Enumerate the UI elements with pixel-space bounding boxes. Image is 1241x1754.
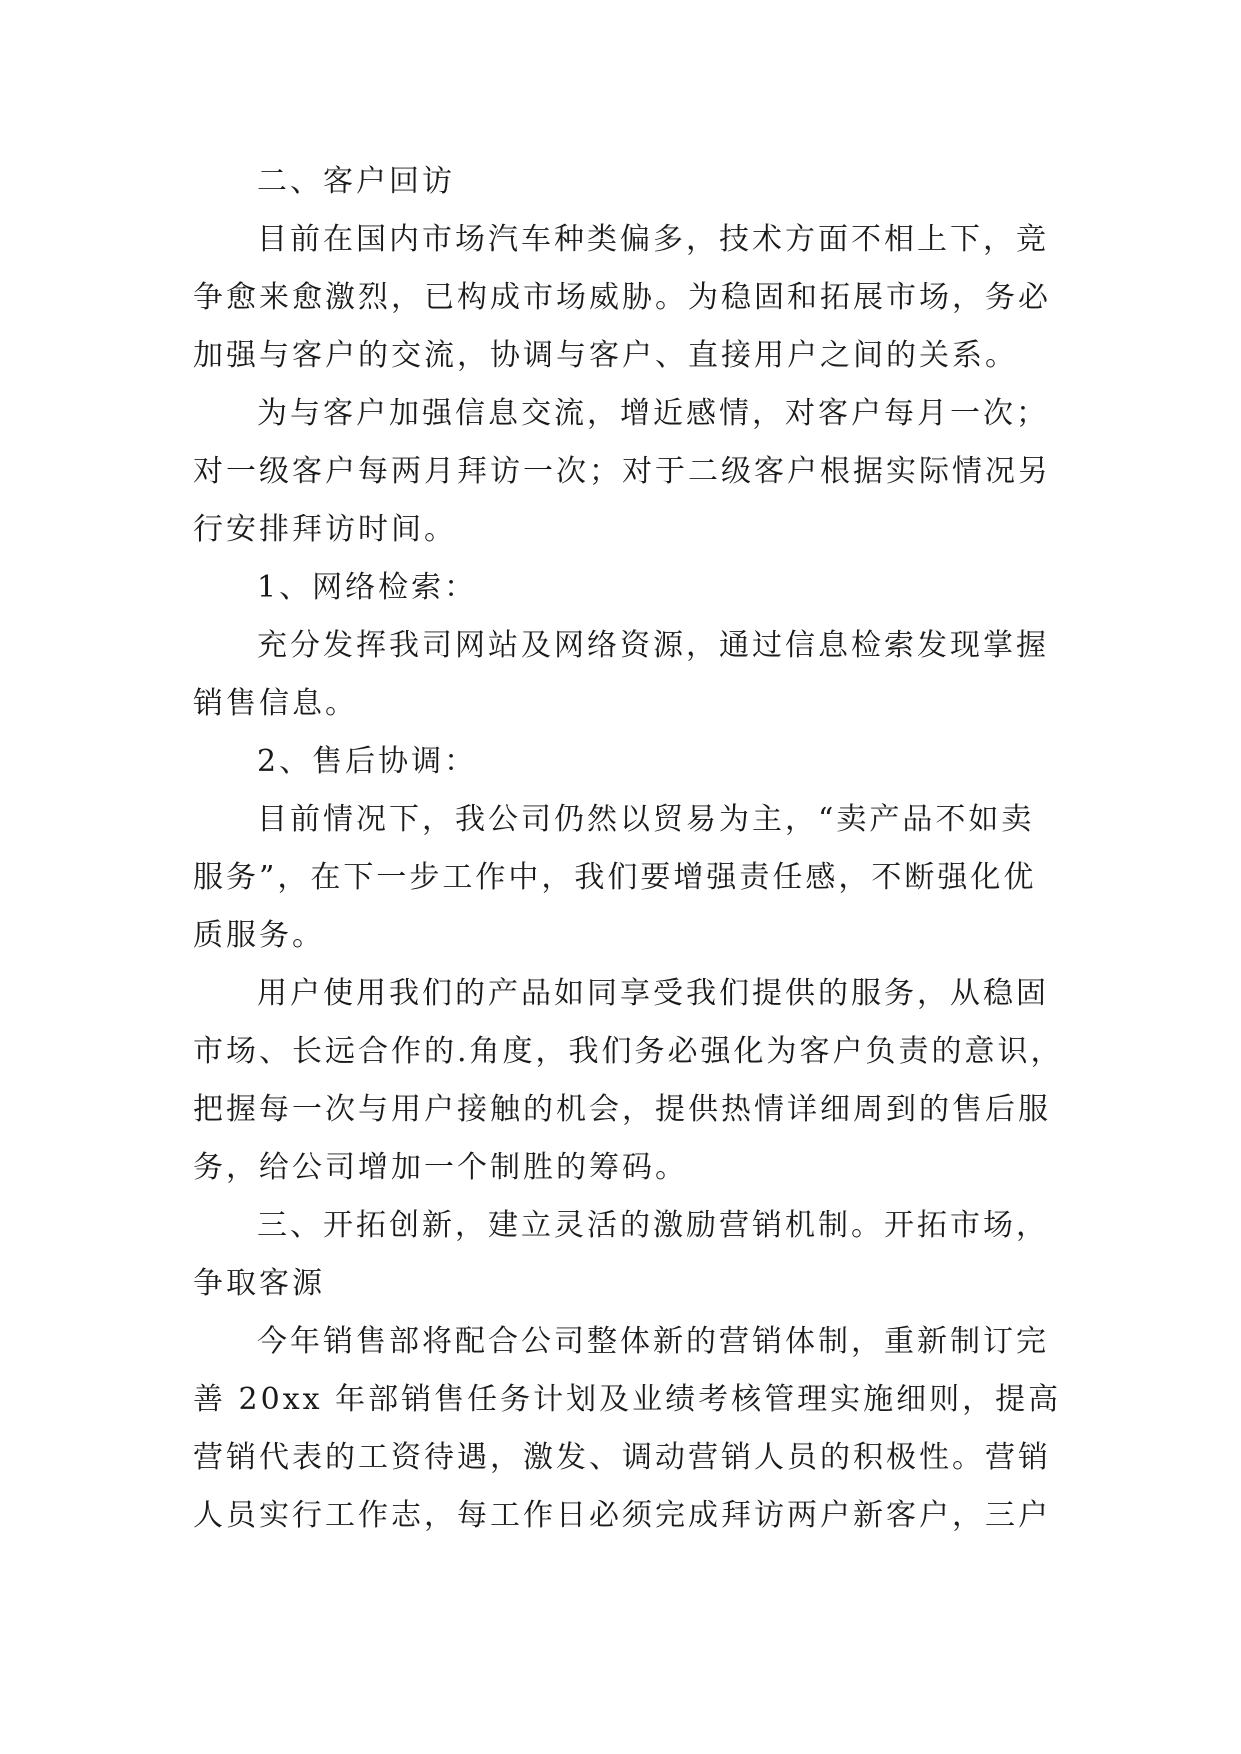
- text-line: 争愈来愈激烈，已构成市场威胁。为稳固和拓展市场，务必: [193, 280, 1051, 315]
- text-line: 争取客源: [193, 1266, 325, 1301]
- text-line: 加强与客户的交流，协调与客户、直接用户之间的关系。: [193, 338, 1018, 373]
- paragraph: [193, 385, 1073, 559]
- text-line: 充分发挥我司网站及网络资源，通过信息检索发现掌握: [257, 628, 1049, 663]
- text-line: 营销代表的工资待遇，激发、调动营销人员的积极性。营销: [193, 1440, 1051, 1475]
- text-line: 销售信息。: [193, 686, 358, 721]
- paragraph: [193, 965, 1073, 1197]
- section-heading: [193, 153, 1073, 211]
- text-line: 目前在国内市场汽车种类偏多，技术方面不相上下，竞: [257, 222, 1049, 257]
- text-line: 对一级客户每两月拜访一次；对于二级客户根据实际情况另: [193, 454, 1051, 489]
- subheading: [193, 559, 1073, 617]
- text-line: 人员实行工作志，每工作日必须完成拜访两户新客户，三户: [193, 1498, 1051, 1533]
- text-line: 质服务。: [193, 918, 325, 953]
- text-line: 用户使用我们的产品如同享受我们提供的服务，从稳固: [257, 976, 1049, 1011]
- paragraph: [193, 617, 1073, 733]
- text-line: 善 20xx 年部销售任务计划及业绩考核管理实施细则，提高: [193, 1382, 1062, 1417]
- subheading: [193, 733, 1073, 791]
- paragraph: [193, 1313, 1073, 1545]
- text-line: 为与客户加强信息交流，增近感情，对客户每月一次；: [257, 396, 1049, 431]
- text-line: 把握每一次与用户接触的机会，提供热情详细周到的售后服: [193, 1092, 1051, 1127]
- text-line: 1、网络检索：: [257, 570, 478, 605]
- text-line: 市场、长远合作的.角度，我们务必强化为客户负责的意识，: [193, 1034, 1064, 1069]
- text-line: 2、售后协调：: [257, 744, 478, 779]
- paragraph: [193, 211, 1073, 385]
- section-heading: [193, 1197, 1073, 1313]
- text-line: 三、开拓创新，建立灵活的激励营销机制。开拓市场，: [257, 1208, 1049, 1243]
- text-line: 今年销售部将配合公司整体新的营销体制，重新制订完: [257, 1324, 1049, 1359]
- document-body: [193, 153, 1073, 1545]
- paragraph: [193, 791, 1073, 965]
- text-line: 二、客户回访: [257, 164, 455, 199]
- text-line: 行安排拜访时间。: [193, 512, 457, 547]
- text-line: 目前情况下，我公司仍然以贸易为主，“卖产品不如卖: [257, 802, 1035, 837]
- text-line: 务，给公司增加一个制胜的筹码。: [193, 1150, 688, 1185]
- text-line: 服务”，在下一步工作中，我们要增强责任感，不断强化优: [193, 860, 1037, 895]
